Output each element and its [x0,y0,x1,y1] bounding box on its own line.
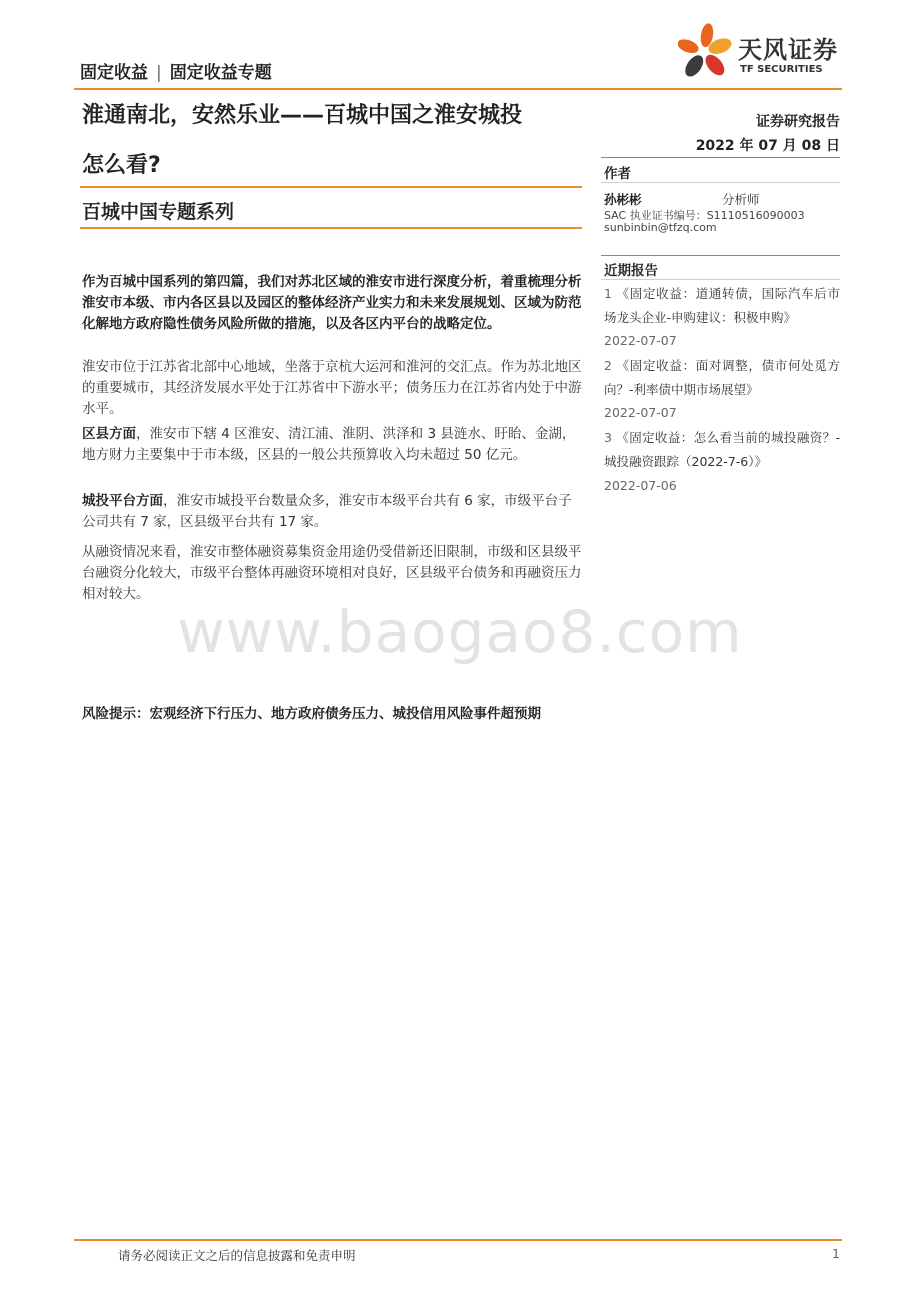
author-email[interactable]: sunbinbin@tfzq.com [604,221,717,234]
breadcrumb [80,58,272,83]
series-title: 百城中国专题系列 [82,201,235,223]
recent-report-title: 《固定收益：道通转债，国际汽车后市场龙头企业-申购建议：积极申购》 [604,286,840,325]
risk-warning: 风险提示：宏观经济下行压力、地方政府债务压力、城投信用风险事件超预期 [82,706,541,722]
report-type: 证券研究报告 [756,114,840,130]
platform-text: ，淮安市城投平台数量众多，淮安市本级平台共有 6 家，市级平台子公司共有 7 家，区县级平台共有 17 家。 [82,493,572,530]
recent-report-title: 《固定收益：面对调整，债市何处觅方向？-利率债中期市场展望》 [604,358,840,397]
author-sac-number: SAC 执业证书编号：S1110516090003 [604,209,805,222]
recent-report-item[interactable] [604,354,840,402]
logo-text: 天风证券 [738,36,838,64]
recent-report-title: 《固定收益：怎么看当前的城投融资？-城投融资跟踪（2022-7-6）》 [604,430,840,469]
recent-report-date: 2022-07-07 [604,333,677,348]
logo-petal [702,51,728,78]
platform-label: 城投平台方面 [82,493,163,509]
logo-petal [678,37,700,56]
financing-paragraph: 从融资情况来看，淮安市整体融资募集资金用途仍受借新还旧限制，市级和区县级平台融资分化较大，市级平台整体再融资环境相对良好，区县级平台债务和再融资压力相对较大。 [82,544,582,602]
page-number: 1 [832,1246,840,1261]
title-divider [80,186,582,188]
breadcrumb-separator: | [156,63,162,83]
footer-disclaimer[interactable]: 请务必阅读正文之后的信息披露和免责申明 [118,1248,356,1263]
recent-report-number: 1 [604,286,612,301]
breadcrumb-primary: 固定收益 [80,63,148,83]
county-paragraph [82,424,582,466]
recent-report-number: 3 [604,430,612,445]
intro-paragraph: 作为百城中国系列的第四篇，我们对苏北区域的淮安市进行深度分析，着重梳理分析淮安市本级、市内各区县以及园区的整体经济产业实力和未来发展规划、区域为防范化解地方政府隐性债务风险所做的措施，以及各区内平台的战略定位。 [82,274,582,332]
recent-report-number: 2 [604,358,612,373]
county-text: ，淮安市下辖 4 区淮安、清江浦、淮阴、洪泽和 3 县涟水、盱眙、金湖，地方财力主要集中于市本级，区县的一般公共预算收入均未超过 50 亿元。 [82,426,576,463]
footer-divider [74,1239,842,1241]
logo-subtitle: TF SECURITIES [740,64,823,75]
platform-paragraph [82,491,582,533]
report-title-line1: 淮通南北，安然乐业——百城中国之淮安城投 [82,103,523,128]
sidebar-divider [601,182,840,183]
logo-petal [682,52,707,80]
report-date: 2022 年 07 月 08 日 [695,138,840,154]
recent-report-item[interactable] [604,426,840,474]
recent-report-date: 2022-07-07 [604,405,677,420]
recent-reports-heading: 近期报告 [604,263,658,279]
report-title-line2: 怎么看? [82,153,161,178]
location-paragraph: 淮安市位于江苏省北部中心地域，坐落于京杭大运河和淮河的交汇点。作为苏北地区的重要城市，其经济发展水平处于江苏省中下游水平；债务压力在江苏省内处于中游水平。 [82,359,582,417]
sidebar-divider [601,157,840,158]
header-divider [74,88,842,90]
recent-report-item[interactable] [604,282,840,330]
sidebar-divider [601,279,840,280]
watermark: www.baogao8.com [177,598,743,666]
recent-report-date: 2022-07-06 [604,478,677,493]
author-name: 孙彬彬 [604,192,642,207]
author-role: 分析师 [722,192,760,207]
sidebar-divider [601,255,840,256]
series-divider [80,227,582,229]
breadcrumb-secondary: 固定收益专题 [169,63,272,83]
author-heading: 作者 [604,166,631,182]
county-label: 区县方面 [82,426,136,442]
